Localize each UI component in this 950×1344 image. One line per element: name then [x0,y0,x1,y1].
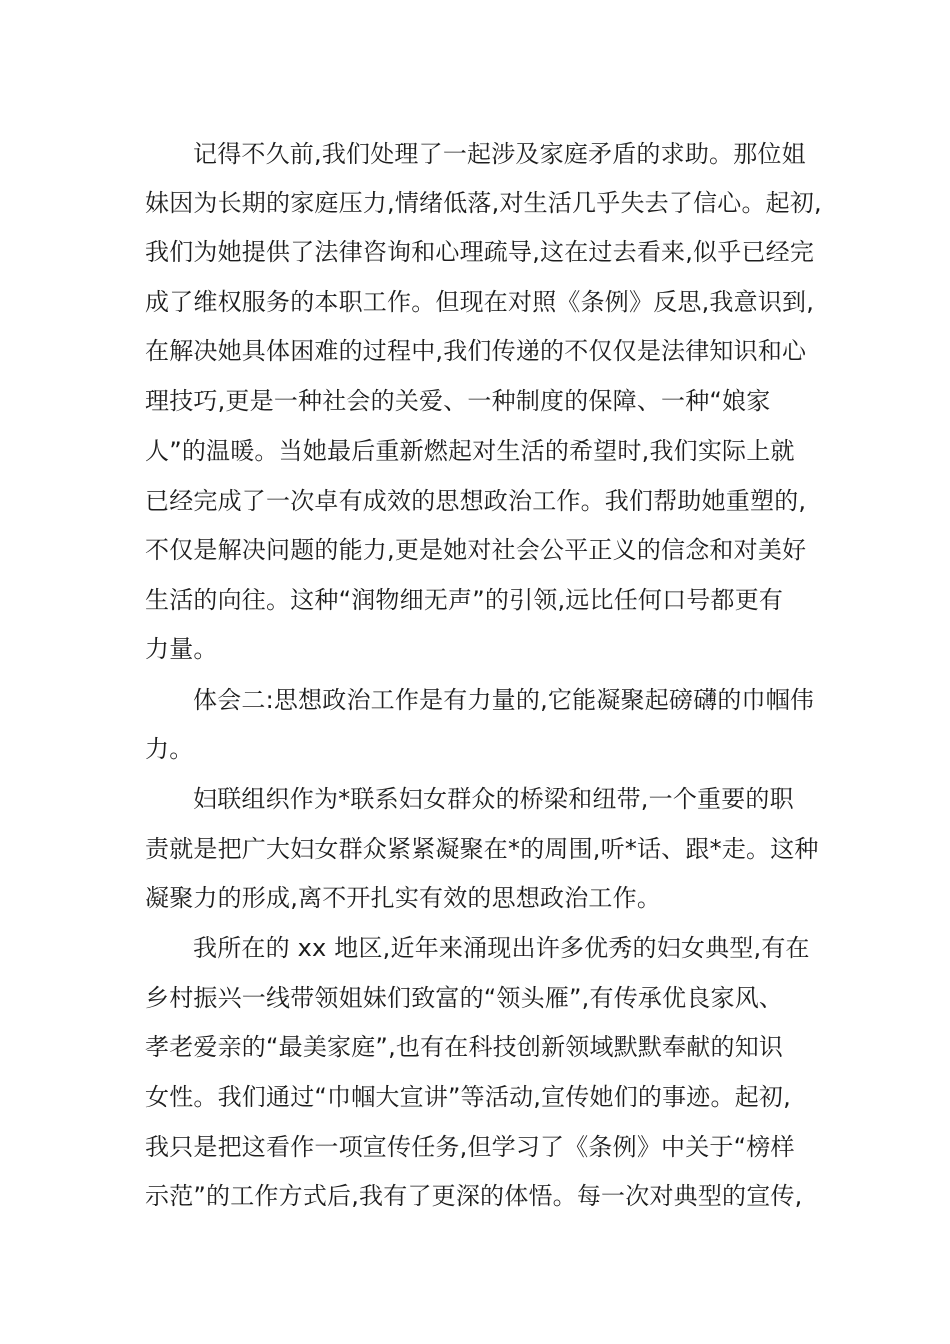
paragraph-1-line-1: 记得不久前,我们处理了一起涉及家庭矛盾的求助。那位姐 [193,140,806,168]
paragraph-1-line-11: 力量。 [145,635,218,663]
paragraph-1-line-3: 我们为她提供了法律咨询和心理疏导,这在过去看来,似乎已经完 [145,238,815,266]
paragraph-1-line-8: 已经完成了一次卓有成效的思想政治工作。我们帮助她重塑的, [145,487,807,515]
paragraph-2-line-1: 体会二:思想政治工作是有力量的,它能凝聚起磅礴的巾帼伟 [193,686,815,714]
paragraph-2-line-2: 力。 [145,735,194,763]
paragraph-3-line-3: 凝聚力的形成,离不开扎实有效的思想政治工作。 [145,884,662,912]
paragraph-1-line-6: 理技巧,更是一种社会的关爱、一种制度的保障、一种“娘家 [145,387,771,415]
paragraph-4-line-5: 我只是把这看作一项宣传任务,但学习了《条例》中关于“榜样 [145,1133,795,1161]
paragraph-1-line-2: 妹因为长期的家庭压力,情绪低落,对生活几乎失去了信心。起初, [145,189,822,217]
paragraph-1-line-7: 人”的温暖。当她最后重新燃起对生活的希望时,我们实际上就 [145,437,795,465]
paragraph-1-line-9: 不仅是解决问题的能力,更是她对社会公平正义的信念和对美好 [145,536,807,564]
paragraph-4-line-6: 示范”的工作方式后,我有了更深的体悟。每一次对典型的宣传, [145,1182,803,1210]
paragraph-3-line-1: 妇联组织作为*联系妇女群众的桥梁和纽带,一个重要的职 [193,785,794,813]
paragraph-1-line-4: 成了维权服务的本职工作。但现在对照《条例》反思,我意识到, [145,288,815,316]
paragraph-1-line-5: 在解决她具体困难的过程中,我们传递的不仅仅是法律知识和心 [145,337,807,365]
paragraph-4-line-4: 女性。我们通过“巾帼大宣讲”等活动,宣传她们的事迹。起初, [145,1083,791,1111]
paragraph-1-line-10: 生活的向往。这种“润物细无声”的引领,远比任何口号都更有 [145,586,784,614]
paragraph-3-line-2: 责就是把广大妇女群众紧紧凝聚在*的周围,听*话、跟*走。这种 [145,835,819,863]
paragraph-4-line-2: 乡村振兴一线带领姐妹们致富的“领头雁”,有传承优良家风、 [145,984,784,1012]
paragraph-4-line-1: 我所在的 xx 地区,近年来涌现出许多优秀的妇女典型,有在 [193,934,810,962]
paragraph-4-line-3: 孝老爱亲的“最美家庭”,也有在科技创新领域默默奉献的知识 [145,1033,784,1061]
